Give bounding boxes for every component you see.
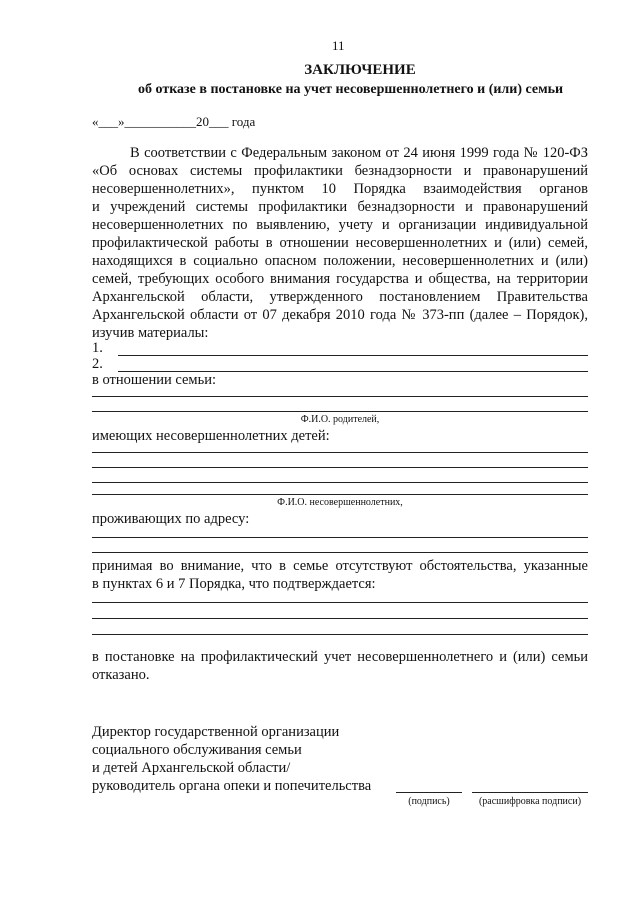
evidence-line-3 — [92, 634, 588, 635]
date-line: «___»___________20___ года — [92, 114, 256, 129]
considering-line-2: в пунктах 6 и 7 Порядка, что подтверждается: — [92, 576, 376, 592]
intro-line-7: находящихся в социально опасном положении, несовершеннолетних и (или) — [92, 253, 588, 269]
intro-line-11: изучив материалы: — [92, 325, 209, 341]
children-caption: Ф.И.О. несовершеннолетних, — [277, 497, 403, 508]
children-line-3 — [92, 482, 588, 483]
intro-line-9: Архангельской области, утвержденного постановлением Правительства — [92, 289, 588, 305]
page-number: 11 — [332, 38, 345, 53]
decision-line-2: отказано. — [92, 667, 150, 683]
children-line-4 — [92, 494, 588, 495]
intro-line-6: профилактической работы в отношении несовершеннолетних и (или) семей, — [92, 235, 588, 251]
signature-line — [396, 792, 462, 793]
signatory-line-4: руководитель органа опеки и попечительства — [92, 778, 372, 794]
intro-line-3: несовершеннолетних», пунктом 10 Порядка взаимодействия органов — [92, 181, 588, 197]
transcript-caption: (расшифровка подписи) — [478, 796, 582, 807]
family-line-2 — [92, 411, 588, 412]
family-line-1 — [92, 396, 588, 397]
intro-line-4: и учреждений системы профилактики безнадзорности и правонарушений — [92, 199, 588, 215]
children-line-1 — [92, 452, 588, 453]
intro-line-8: семей, требующих особого внимания государства и общества, на территории — [92, 271, 588, 287]
address-line-2 — [92, 552, 588, 553]
intro-line-2: «Об основах системы профилактики безнадзорности и правонарушений — [92, 163, 588, 179]
document-subtitle: об отказе в постановке на учет несовершеннолетнего и (или) семьи — [138, 82, 564, 97]
evidence-line-1 — [92, 602, 588, 603]
evidence-line-2 — [92, 618, 588, 619]
item-2-number: 2. — [92, 356, 103, 372]
intro-line-5: несовершеннолетних по выявлению, учету и организации индивидуальной — [92, 217, 588, 233]
decision-line-1: в постановке на профилактический учет несовершеннолетнего и (или) семьи — [92, 649, 588, 665]
signatory-line-2: социального обслуживания семьи — [92, 742, 302, 758]
item-1-number: 1. — [92, 340, 103, 356]
children-line-2 — [92, 467, 588, 468]
address-line-1 — [92, 537, 588, 538]
intro-line-10: Архангельской области от 07 декабря 2010 года № 373-пп (далее – Порядок), — [92, 307, 588, 323]
signatory-line-1: Директор государственной организации — [92, 724, 340, 740]
signature-caption: (подпись) — [408, 796, 450, 807]
parents-caption: Ф.И.О. родителей, — [300, 414, 380, 425]
document-title: ЗАКЛЮЧЕНИЕ — [304, 62, 416, 78]
transcript-line — [472, 792, 588, 793]
children-label: имеющих несовершеннолетних детей: — [92, 428, 330, 444]
family-label: в отношении семьи: — [92, 372, 217, 388]
item-1-field-line — [118, 355, 588, 356]
intro-line-1: В соответствии с Федеральным законом от 24 июня 1999 года № 120-ФЗ — [130, 145, 588, 161]
considering-line-1: принимая во внимание, что в семье отсутствуют обстоятельства, указанные — [92, 558, 588, 574]
address-label: проживающих по адресу: — [92, 511, 250, 527]
signatory-line-3: и детей Архангельской области/ — [92, 760, 291, 776]
